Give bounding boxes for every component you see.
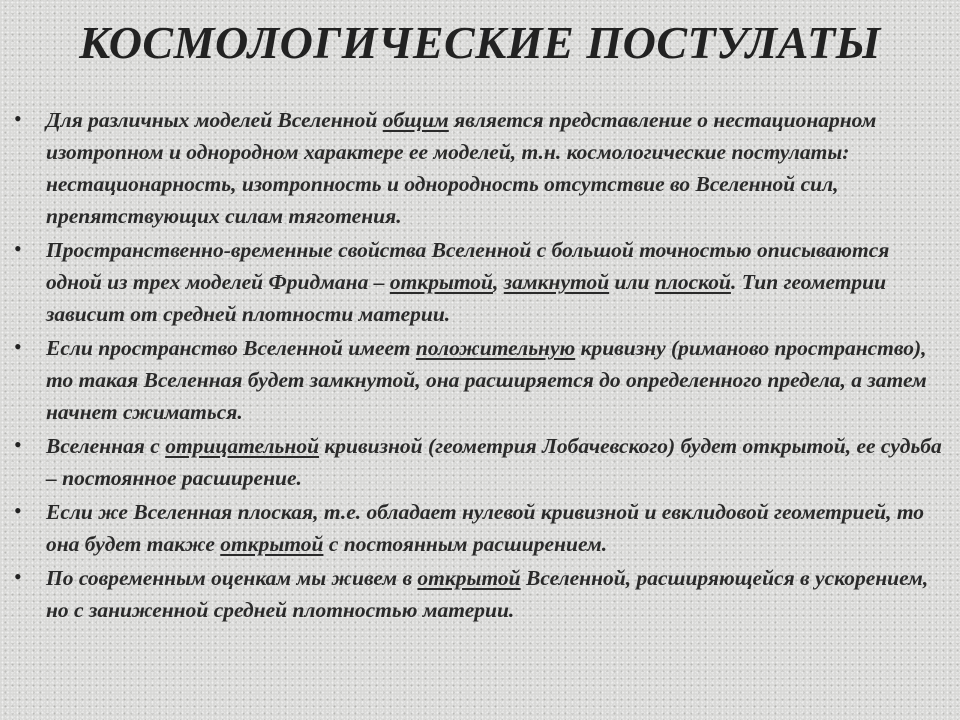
bullet-text xyxy=(46,562,948,626)
text-segment: является представление о нестационарном изотропном и однородном характере ее моделей, т.н. космологические постулаты: нестационарность, изотропность и однородность отсутствие во Вселенной сил, препятствующих силам тяготения. xyxy=(46,108,877,228)
text-segment: Если же Вселенная плоская, т.е. обладает нулевой кривизной и евклидовой геометрией, то она будет также xyxy=(46,500,925,556)
underlined-term: отрицательной xyxy=(165,434,320,458)
text-segment: Вселенной, расширяющейся в ускорением, но с заниженной средней плотностью материи. xyxy=(46,566,929,622)
bullet-item xyxy=(8,104,948,232)
bullet-item xyxy=(8,496,948,560)
bullet-icon: • xyxy=(14,334,22,359)
underlined-term: плоской xyxy=(654,270,731,294)
underlined-term: открытой xyxy=(220,532,324,556)
bullet-list xyxy=(8,104,948,626)
bullet-text xyxy=(46,332,948,428)
text-segment: Вселенная с xyxy=(46,434,166,458)
bullet-text xyxy=(46,234,948,330)
underlined-term: общим xyxy=(382,108,449,132)
bullet-text xyxy=(46,430,948,494)
bullet-icon: • xyxy=(14,564,22,589)
bullet-icon: • xyxy=(14,432,22,457)
text-segment: Пространственно-временные свойства Вселенной с большой точностью описываются одной из трех моделей Фридмана – xyxy=(46,238,890,294)
underlined-term: открытой xyxy=(389,270,494,294)
underlined-term: положительную xyxy=(415,336,576,360)
text-segment: . Тип геометрии зависит от средней плотности материи. xyxy=(46,270,887,326)
bullet-text xyxy=(46,496,948,560)
bullet-item xyxy=(8,430,948,494)
slide-title: КОСМОЛОГИЧЕСКИЕ ПОСТУЛАТЫ xyxy=(79,17,881,68)
text-segment: кривизной (геометрия Лобачевского) будет открытой, ее судьба – постоянное расширение. xyxy=(46,434,942,490)
text-segment: По современным оценкам мы живем в xyxy=(46,566,418,590)
text-segment: с постоянным расширением. xyxy=(323,532,608,556)
underlined-term: открытой xyxy=(417,566,521,590)
text-segment: Если пространство Вселенной имеет xyxy=(46,336,416,360)
bullet-text xyxy=(46,104,948,232)
text-segment: Для различных моделей Вселенной xyxy=(46,108,383,132)
underlined-term: замкнутой xyxy=(503,270,610,294)
bullet-item xyxy=(8,234,948,330)
bullet-item xyxy=(8,332,948,428)
bullet-item xyxy=(8,562,948,626)
text-segment: кривизну (риманово пространство), то такая Вселенная будет замкнутой, она расширяется до определенного предела, а затем начнет сжиматься. xyxy=(46,336,927,424)
text-segment: или xyxy=(609,270,655,294)
bullet-icon: • xyxy=(14,106,22,131)
text-segment: , xyxy=(493,270,504,294)
bullet-icon: • xyxy=(14,236,22,261)
bullet-icon: • xyxy=(14,498,22,523)
